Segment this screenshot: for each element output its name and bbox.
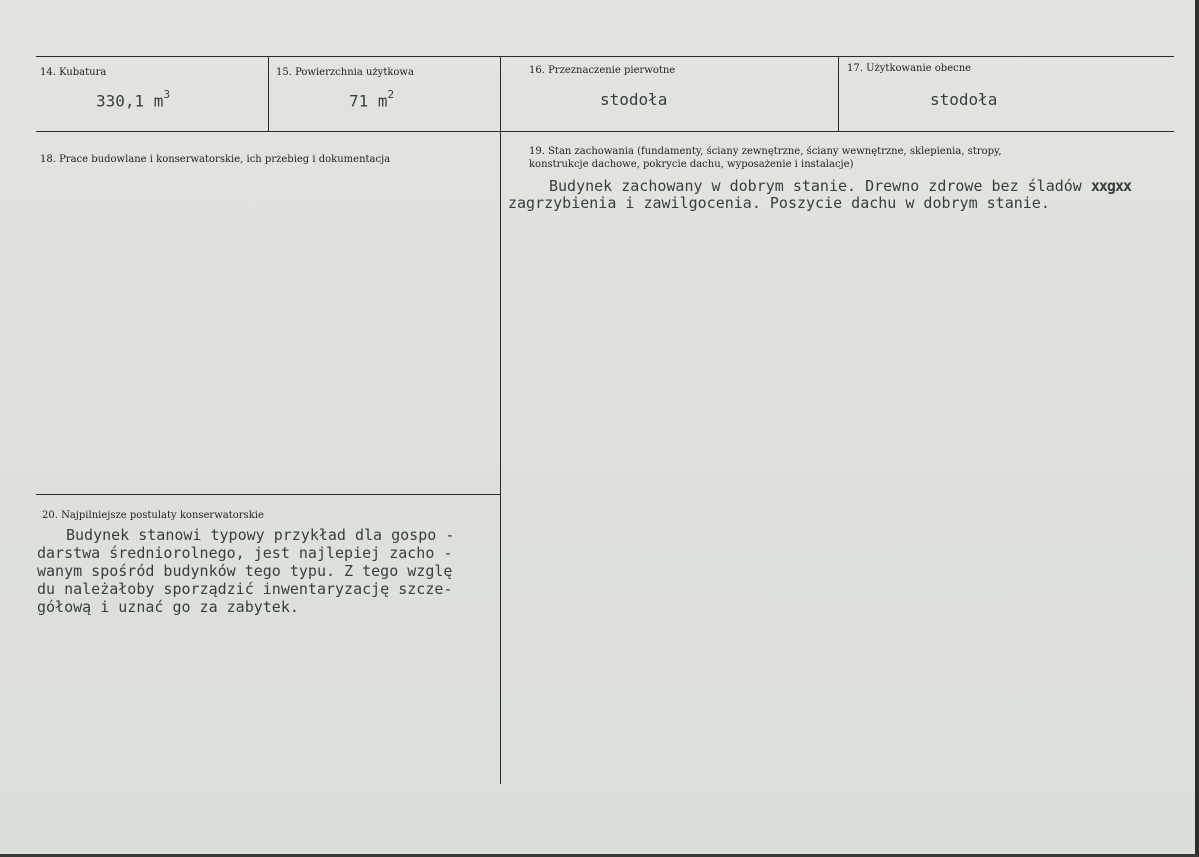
divider-15-16	[500, 56, 501, 784]
divider-16-17	[838, 56, 839, 131]
field-20-line-1: Budynek stanowi typowy przykład dla gospo -	[66, 526, 455, 544]
top-rule	[36, 56, 1174, 57]
field-19-label-line2: konstrukcje dachowe, pokrycie dachu, wyposażenie i instalacje)	[529, 159, 854, 170]
field-17-label: 17. Użytkowanie obecne	[847, 63, 972, 74]
field-19-text-line2: zagrzybienia i zawilgocenia. Poszycie dachu w dobrym stanie.	[508, 194, 1050, 212]
field-15-value-text: 71 m	[349, 91, 388, 111]
field-19-text-line1-content: Budynek zachowany w dobrym stanie. Drewno zdrowe bez śladów	[549, 177, 1082, 195]
divider-14-15	[268, 56, 269, 131]
field-15-label: 15. Powierzchnia użytkowa	[276, 67, 414, 78]
field-20-line-5: gółową i uznać go za zabytek.	[37, 598, 299, 616]
field-16-label: 16. Przeznaczenie pierwotne	[529, 65, 676, 76]
field-16-value: stodoła	[600, 90, 668, 109]
field-14-value	[96, 88, 170, 110]
field-15-value	[349, 88, 394, 110]
field-14-unit-sup: 3	[163, 88, 171, 101]
field-17-value: stodoła	[930, 90, 998, 109]
field-20-line-4: du należałoby sporządzić inwentaryzację szcze-	[37, 580, 453, 598]
field-15-unit-sup: 2	[387, 88, 395, 101]
row1-bottom-rule	[36, 131, 1174, 132]
field-20-label: 20. Najpilniejsze postulaty konserwatorskie	[42, 510, 264, 521]
field-18-label: 18. Prace budowlane i konserwatorskie, ich przebieg i dokumentacja	[40, 154, 391, 165]
field-20-line-3: wanym spośród budynków tego typu. Z tego wzglę	[37, 562, 453, 580]
field-19-text-line1	[549, 177, 1131, 195]
field-14-label: 14. Kubatura	[40, 67, 107, 78]
field-20-line-2: darstwa średniorolnego, jest najlepiej zacho -	[37, 544, 453, 562]
field20-top-rule	[36, 494, 501, 495]
field-19-label-line1: 19. Stan zachowania (fundamenty, ściany zewnętrzne, ściany wewnętrzne, sklepienia, stropy,	[529, 146, 1002, 157]
field-19-struck-text: xxgxx	[1090, 177, 1132, 195]
field-14-value-text: 330,1 m	[96, 91, 164, 111]
